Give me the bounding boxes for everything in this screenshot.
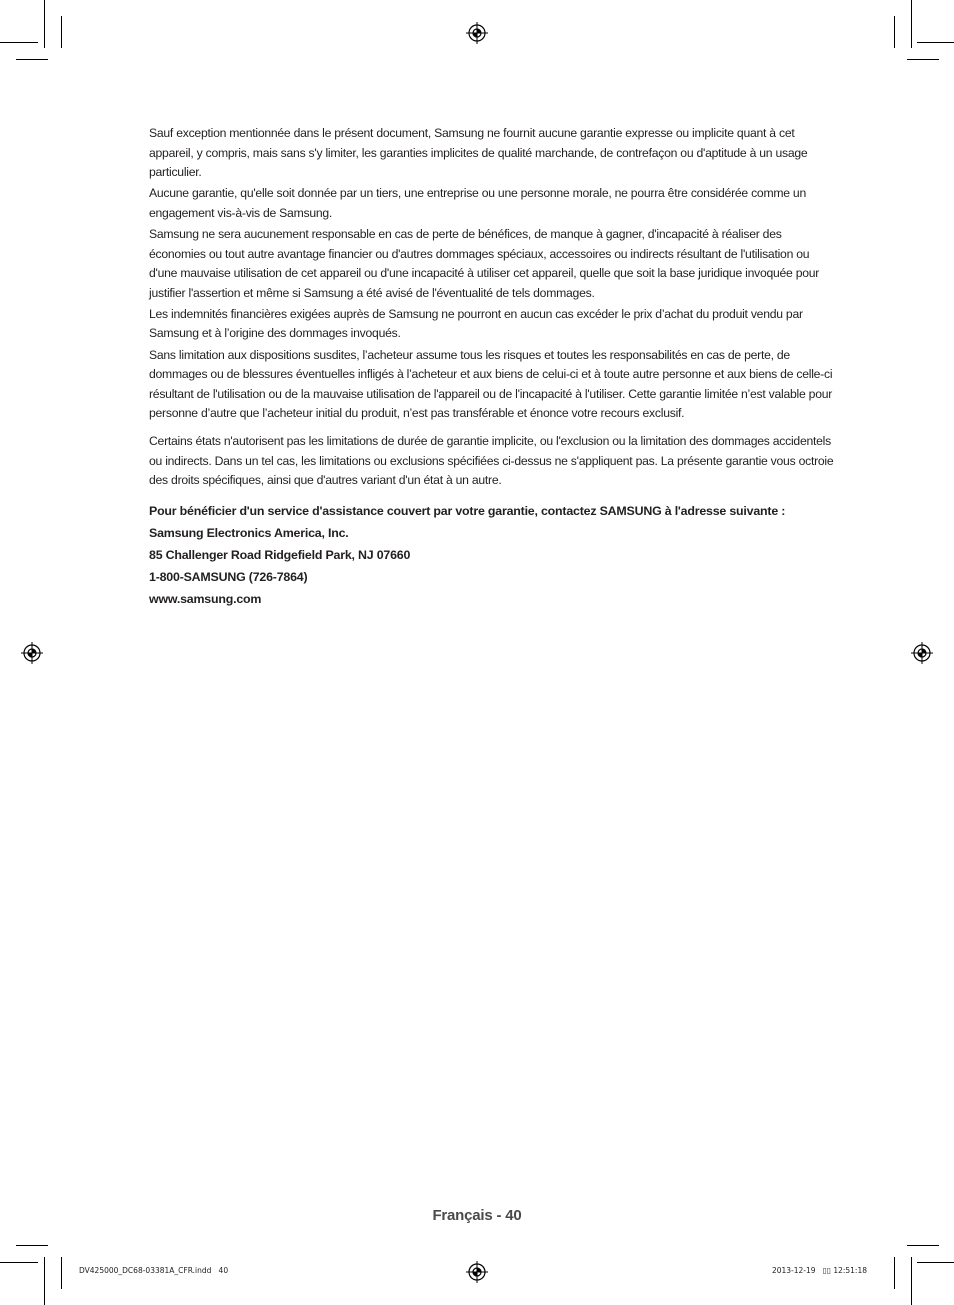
registration-mark-icon (21, 642, 43, 664)
paragraph-risks: Sans limitation aux dispositions susdites, l’acheteur assume tous les risques et toutes les responsabilités en cas de perte, de dommages ou de blessures éventuelles infligés à l’acheteur et aux biens de celui-ci et à toute autre personne et aux biens de celle-ci résultant de l'utilisation ou de la mauvaise utilisation de l'appareil ou de l'incapacité à l'utiliser. Cette garantie limitée n’est valable pour personne d’autre que l’acheteur initial du produit, n’est pas transférable et énonce votre recours exclusif. (149, 347, 833, 421)
paragraph-third-party: Aucune garantie, qu'elle soit donnée par un tiers, une entreprise ou une personne morale, ne pourra être considérée comme un engagement vis-à-vis de Samsung. (149, 186, 806, 220)
paragraph-liability: Samsung ne sera aucunement responsable en cas de perte de bénéfices, de manque à gagner, d'incapacité à réaliser des économies ou tout autre avantage financier ou d'autres dommages spéciaux, accessoires ou indirects résultant de l'utilisation ou d'une mauvaise utilisation de cet appareil ou d'une incapacité à utiliser cet appareil, quelle que soit la base juridique invoquée pour justifier l'assertion et même si Samsung a été avisé de l'éventualité de tels dommages. (149, 226, 820, 300)
warranty-text (149, 124, 839, 610)
contact-company: Samsung Electronics America, Inc. (149, 525, 349, 540)
slug-filename: DV425000_DC68-03381A_CFR.indd 40 (79, 1266, 229, 1275)
crop-mark (0, 42, 38, 43)
crop-mark (907, 1245, 939, 1246)
crop-mark (61, 1257, 62, 1289)
paragraph-indemnity: Les indemnités financières exigées auprès de Samsung ne pourront en aucun cas excéder le prix d’achat du produit vendu par Samsung et à l’origine des dommages invoqués. (149, 306, 803, 341)
crop-mark (917, 1262, 954, 1263)
crop-mark (44, 0, 45, 48)
crop-mark (911, 1257, 912, 1305)
registration-mark-icon (466, 1261, 488, 1283)
slug-timestamp: 2013-12-19 ▯▯ 12:51:18 (771, 1266, 867, 1275)
crop-mark (16, 59, 48, 60)
crop-mark (61, 16, 62, 48)
crop-mark (16, 1245, 48, 1246)
registration-mark-icon (911, 642, 933, 664)
crop-mark (911, 0, 912, 48)
crop-mark (0, 1262, 38, 1263)
paragraph-state-limits: Certains états n'autorisent pas les limitations de durée de garantie implicite, ou l'exclusion ou la limitation des dommages accidentels ou indirects. Dans un tel cas, les limitations ou exclusions spécifiées ci-dessus ne s'appliquent pas. La présente garantie vous octroie des droits spécifiques, ainsi que d'autres variant d'un état à un autre. (149, 433, 834, 488)
contact-phone: 1-800-SAMSUNG (726-7864) (149, 569, 308, 584)
crop-mark (917, 42, 954, 43)
crop-mark (894, 1257, 895, 1289)
crop-mark (907, 59, 939, 60)
contact-website: www.samsung.com (149, 591, 262, 606)
crop-mark (894, 16, 895, 48)
page-number: Français - 40 (432, 1207, 522, 1224)
contact-intro: Pour bénéficier d'un service d'assistance couvert par votre garantie, contactez SAMSUNG à l'adresse suivante : (149, 503, 786, 518)
paragraph-no-warranty: Sauf exception mentionnée dans le présent document, Samsung ne fournit aucune garantie expresse ou implicite quant à cet appareil, y compris, mais sans s'y limiter, les garanties implicites de qualité marchande, de contrefaçon ou d'aptitude à un usage particulier. (149, 126, 808, 180)
crop-mark (44, 1257, 45, 1305)
contact-block (149, 500, 839, 610)
registration-mark-icon (466, 22, 488, 44)
contact-address: 85 Challenger Road Ridgefield Park, NJ 07660 (149, 547, 411, 562)
